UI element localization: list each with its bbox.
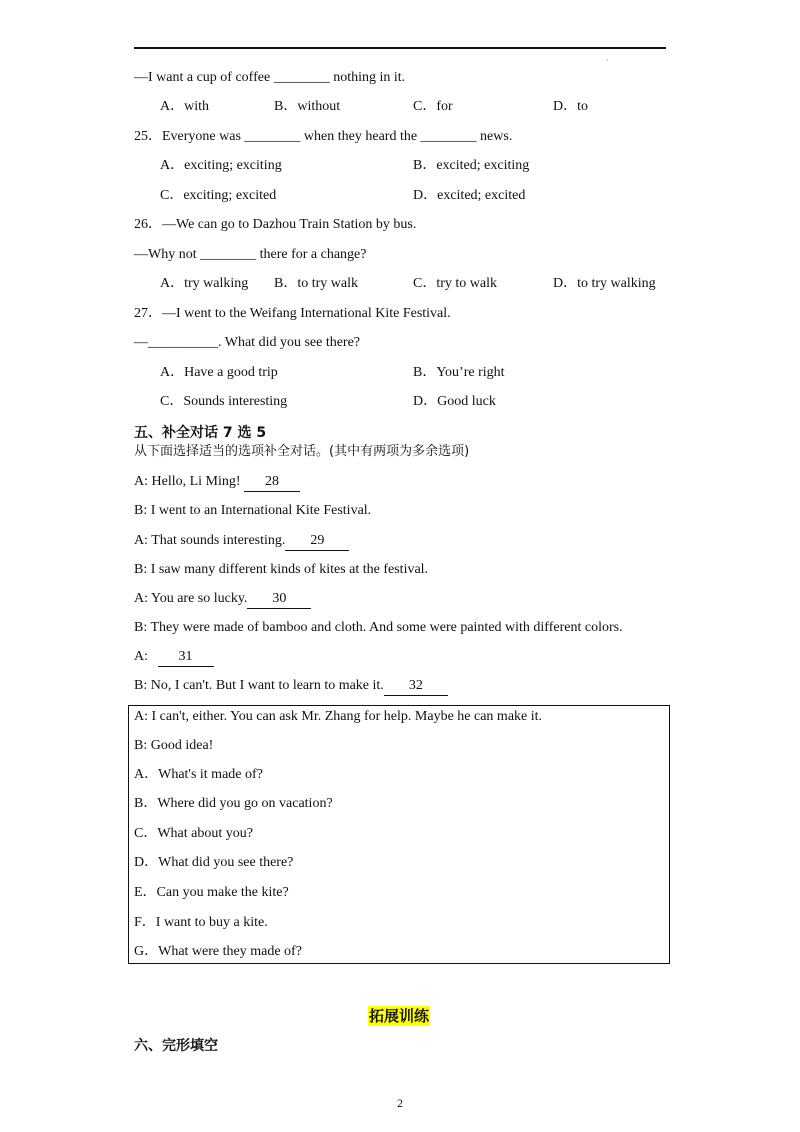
dialogue-line-1: A: Hello, Li Ming! 28 (134, 473, 300, 492)
header-mark: · (606, 56, 609, 65)
q26-option-b[interactable]: B．to try walk (274, 276, 358, 291)
dialogue-line-8: B: No, I can't. But I want to learn to make it. 32 (134, 677, 448, 696)
blank-31[interactable]: 31 (158, 648, 214, 667)
q27-option-d[interactable]: D．Good luck (413, 394, 496, 409)
q25-stem: 25．Everyone was ________ when they heard the ________ news. (134, 129, 513, 144)
blank-29[interactable]: 29 (285, 532, 349, 551)
q26-option-c[interactable]: C．try to walk (413, 276, 497, 291)
section5-instruction: 从下面选择适当的选项补全对话。(其中有两项为多余选项) (134, 444, 470, 459)
q27-blank[interactable]: __________ (148, 335, 218, 350)
option-b[interactable]: B．Where did you go on vacation? (134, 796, 333, 811)
blank-32[interactable]: 32 (384, 677, 448, 696)
q27-stem: —__________. What did you see there? (134, 335, 361, 350)
option-a[interactable]: A．What's it made of? (134, 767, 263, 782)
blank-28[interactable]: 28 (244, 473, 300, 492)
option-f[interactable]: F．I want to buy a kite. (134, 915, 268, 930)
option-e[interactable]: E．Can you make the kite? (134, 885, 289, 900)
q24-option-b[interactable]: B．without (274, 99, 341, 114)
dialogue-line-6: B: They were made of bamboo and cloth. And some were painted with different colors. (134, 620, 623, 635)
section5-heading: 五、补全对话 7 选 5 (134, 425, 267, 441)
q24-stem: —I want a cup of coffee ________ nothing in it. (134, 70, 406, 85)
q25-option-a[interactable]: A．exciting; exciting (160, 158, 282, 173)
q24-blank[interactable]: ________ (273, 70, 330, 85)
q27-option-c[interactable]: C．Sounds interesting (160, 394, 288, 409)
blank-30[interactable]: 30 (247, 590, 311, 609)
q25-option-d[interactable]: D．excited; excited (413, 188, 526, 203)
q25-option-b[interactable]: B．excited; exciting (413, 158, 530, 173)
dialogue-line-7: A: 31 (134, 648, 214, 667)
q24-option-d[interactable]: D．to (553, 99, 588, 114)
header-rule (134, 47, 666, 49)
option-d[interactable]: D．What did you see there? (134, 855, 294, 870)
q26-option-a[interactable]: A．try walking (160, 276, 249, 291)
section6-heading: 六、完形填空 (134, 1038, 218, 1054)
q27-option-a[interactable]: A．Have a good trip (160, 365, 278, 380)
q25-blank-2[interactable]: ________ (420, 129, 477, 144)
page-number: 2 (397, 1096, 403, 1110)
q25-option-c[interactable]: C．exciting; excited (160, 188, 277, 203)
q26-blank[interactable]: ________ (200, 247, 257, 262)
q25-blank-1[interactable]: ________ (244, 129, 301, 144)
box-line-1: A: I can't, either. You can ask Mr. Zhang for help. Maybe he can make it. (134, 709, 543, 724)
q27-option-b[interactable]: B．You’re right (413, 365, 505, 380)
dialogue-line-4: B: I saw many different kinds of kites at the festival. (134, 562, 429, 577)
box-line-2: B: Good idea! (134, 738, 214, 753)
dialogue-line-5: A: You are so lucky. 30 (134, 590, 311, 609)
option-c[interactable]: C．What about you? (134, 826, 253, 841)
q27-line1: 27．—I went to the Weifang International Kite Festival. (134, 306, 451, 321)
option-g[interactable]: G．What were they made of? (134, 944, 302, 959)
q24-option-c[interactable]: C．for (413, 99, 453, 114)
dialogue-line-2: B: I went to an International Kite Festival. (134, 503, 372, 518)
q26-option-d[interactable]: D．to try walking (553, 276, 656, 291)
dialogue-line-3: A: That sounds interesting. 29 (134, 532, 349, 551)
expansion-title: 拓展训练 (369, 1007, 430, 1025)
q26-line1: 26．—We can go to Dazhou Train Station by bus. (134, 217, 417, 232)
q26-stem: —Why not ________ there for a change? (134, 247, 367, 262)
q24-option-a[interactable]: A．with (160, 99, 209, 114)
